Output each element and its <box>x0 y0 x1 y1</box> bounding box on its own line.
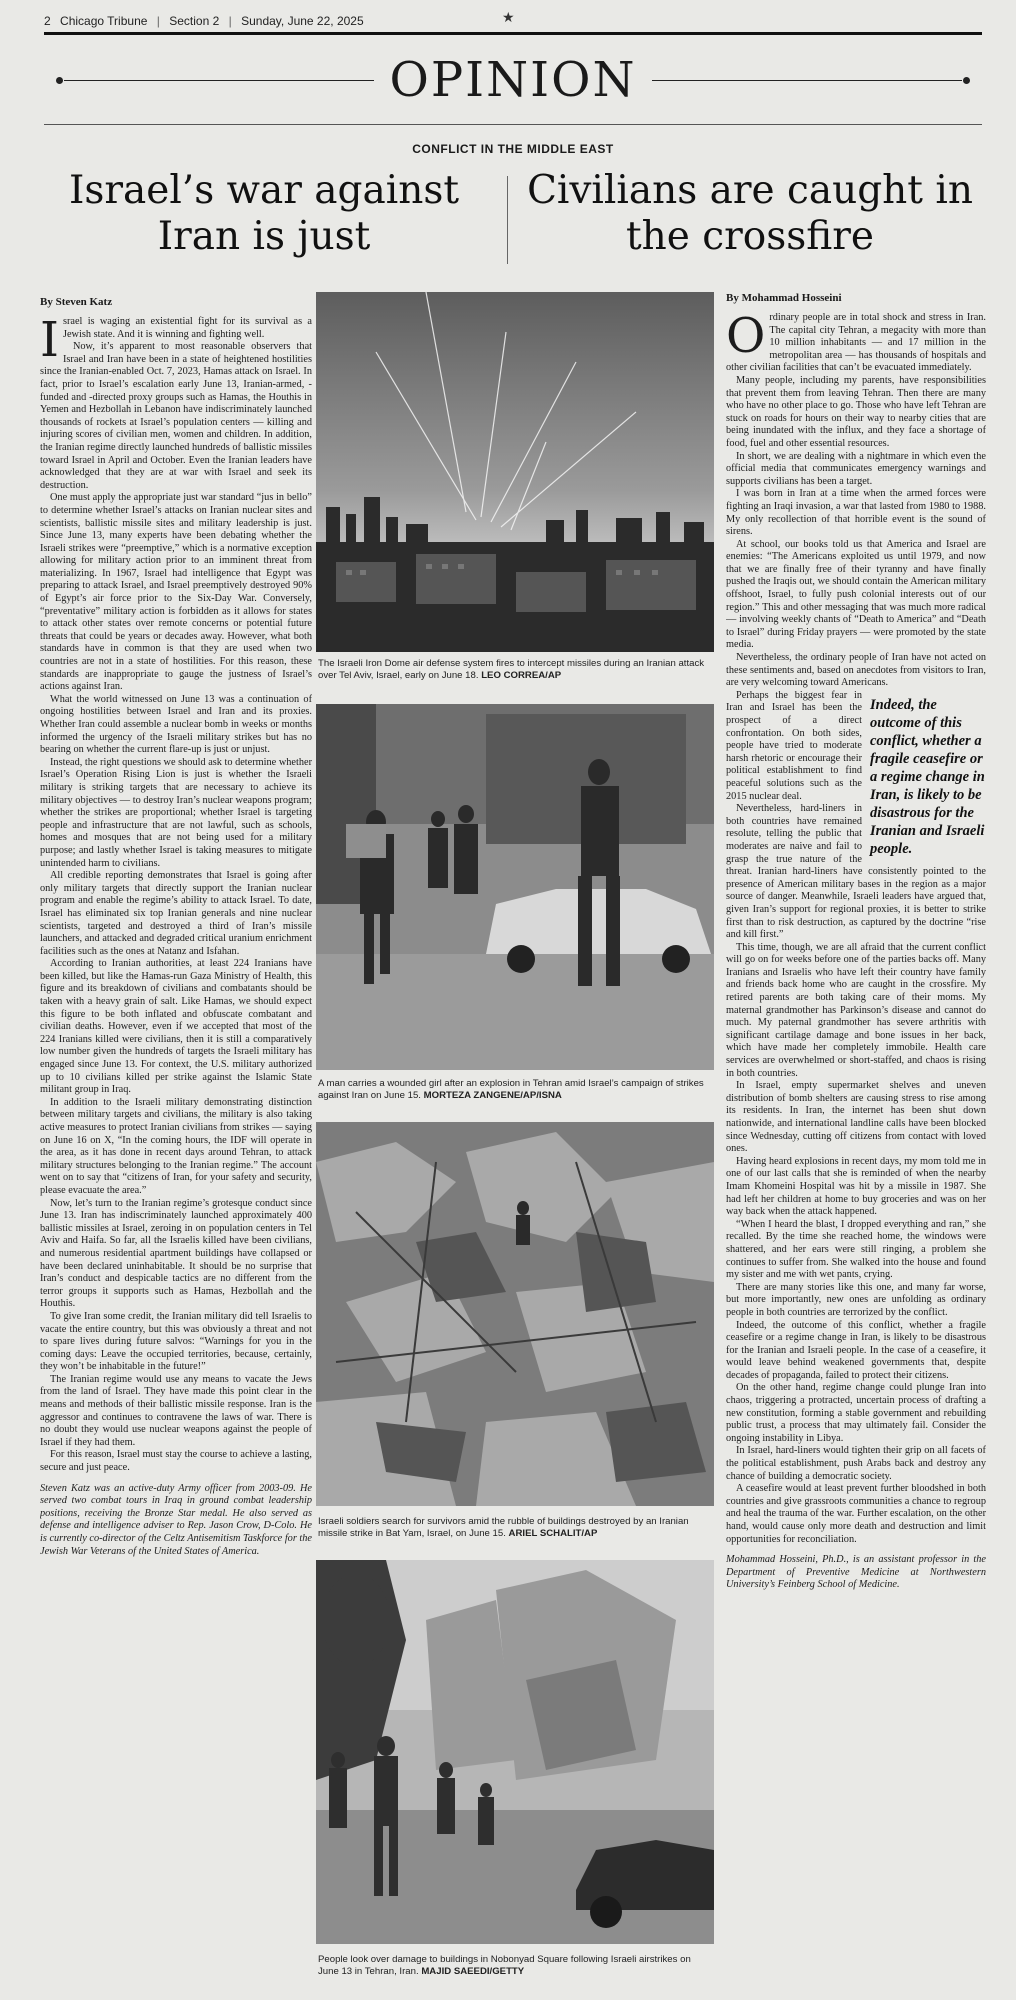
photo-nobonyad-square <box>316 1560 714 1944</box>
rule-dot <box>963 77 970 84</box>
photo-credit: MORTEZA ZANGENE/AP/ISNA <box>423 1090 562 1101</box>
paragraph: Nevertheless, the ordinary people of Iran have not acted on these sentiments and, based on anecdotes from visitors to Iran, are very welcoming toward Americans. <box>726 652 986 689</box>
paragraph: For this reason, Israel must stay the course to achieve a lasting, secure and just peace. <box>40 1449 312 1474</box>
headline-divider <box>507 176 508 264</box>
paragraph: At school, our books told us that America and Israel are enemies: “The Americans exploited us until 1979, and now that we are finally free of their tyranny and have finally pushed the Iraqis out, we should contain the American military offshoot, Israel, to fully push colonial interests out of our region.” This and other messaging that was much more radical — involving weekly chants of “Death to America” and “Death to Israel” during Friday prayers — were promoted by the state media. <box>726 538 986 651</box>
photo-iron-dome <box>316 292 714 652</box>
dropcap: O <box>726 312 766 364</box>
paragraph: Perhaps the biggest fear in Iran and Israel has been the prospect of a direct confrontation. On both sides, people have tried to moderate harsh rhetoric or encourage their political establishment to find peaceful solutions such as the 2015 nuclear deal. <box>726 689 862 802</box>
caption-text: The Israeli Iron Dome air defense system fires to intercept missiles during an Iranian attack over Tel Aviv, Israel, early on June 18. <box>318 658 705 681</box>
section-header <box>44 52 982 112</box>
paragraph: The Iranian regime would use any means to vacate the Jews from the land of Israel. They have made this point clear in the means and methods of their ballistic missile response. Iran is the aggressor and continues to contravene the laws of war. There is no doubt they would use nuclear weapons against the people of Israel if they had them. <box>40 1373 312 1448</box>
photo-caption <box>318 1078 714 1102</box>
paragraph: Now, it’s apparent to most reasonable observers that Israel and Iran have been in a state of heightened hostilities since the Iranian-enabled Oct. 7, 2023, Hamas attack on Israel. In fact, prior to Israel’s escalation early June 13, Iranian-armed, -funded and -directed proxy groups such as Hamas, the Houthis in Yemen and Hezbollah in Lebanon have indiscriminately launched thousands of rockets at Israel’s population centers — killing and injuring scores of civilian men, women and children. In addition, the Iranian regime directly launched hundreds of ballistic missiles toward Israel in April and October. Even the Iranian leaders have acknowledged that they are at war with Israel and seek its destruction. <box>40 341 312 491</box>
paragraph: A ceasefire would at least prevent further bloodshed in both countries and give grassroots communities a chance to regroup and heal the trauma of the war. Further escalation, on the other hand, would cause only more death and destruction and limit opportunities for reconciliation. <box>726 1483 986 1545</box>
paragraph: On the other hand, regime change could plunge Iran into chaos, triggering a protracted, uncertain process of drafting a new constitution, forming a stable government and rebuilding public trust, a process that may ultimately fail. Consider the ongoing instability in Libya. <box>726 1382 986 1444</box>
top-rule <box>44 32 982 35</box>
pull-quote: Indeed, the outcome of this conflict, whether a fragile ceasefire or a regime change in Iran, is likely to be disastrous for the Iranian and Israeli people. <box>870 696 985 857</box>
paragraph: In Israel, hard-liners would tighten their grip on all facets of the political establishment, push Arabs back and destroy any chance of building a democratic society. <box>726 1445 986 1482</box>
paper-name: Chicago Tribune <box>60 14 148 28</box>
paragraph: “When I heard the blast, I dropped everything and ran,” she recalled. By the time she reached home, the windows were shattered, and her ears were still ringing, a problem she continues to suffer from. She walked into the house and found my sister and me with wet pants, crying. <box>726 1218 986 1281</box>
paragraph: Having heard explosions in recent days, my mom told me in one of our last calls that she is reminded of when the nearby Imam Khomeini Hospital was hit by a missile in 1987. She had left her children at home to buy groceries and was on her way back when the attack happened. <box>726 1155 986 1218</box>
section-label: Section 2 <box>169 14 220 28</box>
kicker: CONFLICT IN THE MIDDLE EAST <box>412 142 614 156</box>
star-icon: ★ <box>502 10 515 26</box>
right-byline: By Mohammad Hosseini <box>726 292 842 304</box>
photo-bat-yam-rubble <box>316 1122 714 1506</box>
paragraph: Nevertheless, hard-liners in both countries have remained resolute, telling the public that moderates are naive and fail to grasp the true nature of the threat. Iranian hard-liners have consistently pointed to the presence of American military bases in the region as a major source of danger. Meanwhile, Israeli leaders have argued that, given Iran’s support for regional proxies, it is better to strike first than to risk destruction, as captured by the doctrine “rise and kill first.” <box>726 803 986 941</box>
photo-caption <box>318 1954 714 1978</box>
paragraph: All credible reporting demonstrates that Israel is going after only military targets that directly support the Iranian nuclear program and enable the regime’s ability to attack Israel. To date, Israel has eliminated six top Iranian generals and nine nuclear scientists, targeted and destroyed a third of Iran’s missile launchers, and attacked and degraded critical uranium enrichment facilities such as the ones at Natanz and Isfahan. <box>40 870 312 957</box>
page-number: 2 <box>44 14 51 28</box>
header-rule-right <box>652 80 962 81</box>
left-headline: Israel’s war against Iran is just <box>68 168 460 259</box>
paragraph: What the world witnessed on June 13 was a continuation of ongoing hostilities between Israel and Iran and its proxies. Whether Iran could assemble a nuclear bomb in weeks or months informed the urgency of the Israeli military strikes but has no bearing on whether the current flare-up is just or unjust. <box>40 693 312 756</box>
caption-text: Israeli soldiers search for survivors amid the rubble of buildings destroyed by an Iranian missile strike in Bat Yam, Israel, on June 15. <box>318 1516 689 1539</box>
paragraph: In short, we are dealing with a nightmare in which even the official media that communicates emergency warnings and supports civilians has been a target. <box>726 450 986 487</box>
paragraph: rdinary people are in total shock and stress in Iran. The capital city Tehran, a megacity with more than 10 million inhabitants — and 17 million in the metropolitan area — has thousands of hospitals and other civilian facilities that can’t be evacuated immediately. <box>726 312 986 374</box>
paragraph: To give Iran some credit, the Iranian military did tell Israelis to vacate the entire country, but this was obviously a threat and not to spare lives during future salvos: “Warnings for you in the coming days: Leave the occupied territories, because, certainly, they won’t be inhabitable in the future!” <box>40 1310 312 1373</box>
right-article-body <box>726 312 986 1972</box>
photo-caption <box>318 1516 714 1540</box>
folio-separator: | <box>156 14 160 28</box>
folio-separator: | <box>228 14 232 28</box>
paragraph: In addition to the Israeli military demonstrating distinction between military targets and civilians, the military is also taking active measures to protect Iranian civilians from strikes — saying on June 16 on X, “In the coming hours, the IDF will operate in the area, as it has done in recent days around Tehran, to attack military structures belonging to the Iranian regime.” The account went on to say that “citizens of Iran, for your safety and security, please evacuate the area.” <box>40 1096 312 1196</box>
paragraph: Indeed, the outcome of this conflict, whether a fragile ceasefire or a regime change in Iran, is likely to be disastrous for the Iranian and Israeli people. In the case of a ceasefire, it would leave behind weakened governments that, despite decades of propaganda, failed to protect their citizens. <box>726 1319 986 1381</box>
author-tagline: Steven Katz was an active-duty Army officer from 2003-09. He served two combat tours in Iraq in ground combat leadership positions, receiving the Bronze Star medal. He also served as defense and intelligence adviser to Rep. Jason Crow, D-Colo. He is currently co-director of the Celtz Antisemitism Taskforce for the Jewish War Veterans of the United States of America. <box>40 1482 312 1557</box>
paragraph: Many people, including my parents, have responsibilities that prevent them from leaving Tehran. Then there are many who have no other place to go. Those who have left Tehran are stuck on roads for hours on their way to nearby cities that are being inundated with the influx, and they face a shortage of food, fuel and other essential resources. <box>726 374 986 449</box>
paragraph: Now, let’s turn to the Iranian regime’s grotesque conduct since June 13. Iran has indiscriminately launched approximately 400 ballistic missiles at Israel, zeroing in on population centers in Tel Aviv and Haifa. So far, all the Israelis killed have been civilians, and numerous residential apartment buildings have collapsed or have been declared uninhabitable. It should be no surprise that Iran’s conduct and despicable tactics are no different from the terror groups it supports such as Hamas, Hezbollah and the Houthis. <box>40 1197 312 1310</box>
photo-credit: MAJID SAEEDI/GETTY <box>421 1966 525 1977</box>
photo-caption <box>318 658 714 682</box>
right-headline: Civilians are caught in the crossfire <box>527 168 973 259</box>
paragraph: Instead, the right questions we should ask to determine whether Israel’s Operation Rising Lion is just is whether the Israeli military is striking targets that are necessary to achieve its military objectives — to destroy Iran’s nuclear weapons program; whether the strikes are proportional; whether Israel is targeting people and infrastructure that are not lawful, such as schools, homes and mosques that are not being used for a military purpose; and lastly whether Israel is taking measures to mitigate unintended harm to civilians. <box>40 756 312 869</box>
left-byline: By Steven Katz <box>40 296 113 308</box>
paragraph: There are many stories like this one, and many far worse, but more importantly, new ones are unfolding as ordinary people in both countries are terrorized by the conflict. <box>726 1281 986 1318</box>
sub-rule <box>44 124 982 125</box>
paragraph: In Israel, empty supermarket shelves and uneven distribution of bomb shelters are causing stress to rise among its residents. In Iran, the internet has been shut down nationwide, and international landline calls have been blocked since Wednesday, cutting off citizens from contact with loved ones. <box>726 1080 986 1155</box>
caption-text: A man carries a wounded girl after an explosion in Tehran amid Israel’s campaign of strikes against Iran on June 15. <box>318 1078 704 1101</box>
folio <box>44 14 370 28</box>
paragraph: I was born in Iran at a time when the armed forces were fighting an Iraqi invasion, a war that lasted from 1980 to 1988. My only recollection of that horrible event is the sound of sirens. <box>726 488 986 538</box>
paragraph: One must apply the appropriate just war standard “jus in bello” to determine whether Israel’s attacks on Iranian nuclear sites and scientists, ballistic missile sites and military leadership is just. Since June 13, many experts have been debating whether the Israeli strikes were “preemptive,” which is a normative exception allowing for military action prior to an imminent threat from materializing. In 1967, Israel had intelligence that Egypt was preparing to attack Israel, and Israel preemptively destroyed 90% of Egypt’s air force prior to the Six-Day War. Conversely, “preventative” military action is forbidden as it allows for states to attack other states over remote concerns or potential future threats that could be years or decades away. However, what both standards have in common is that they are used when two countries are not in a state of hostilities. For this reason, these standards are inappropriate to gauge the justness of Israel’s actions against Iran. <box>40 492 312 693</box>
dropcap: I <box>40 316 59 368</box>
paragraph: This time, though, we are all afraid that the current conflict will go on for weeks before one of the parties backs off. Many Iranians and Israelis who have left their country have family and friends back home who are caught in the crossfire. My retired parents are both taking care of their moms. My maternal grandmother has Parkinson’s disease and cannot do much. My paternal grandmother has severe arthritis with significant cartilage damage and bone issues in her back, which have made her completely immobile. Health care services are overwhelmed or short-staffed, and chaos is rising in both countries. <box>726 941 986 1079</box>
caption-text: People look over damage to buildings in Nobonyad Square following Israeli airstrikes on June 13 in Tehran, Iran. <box>318 1954 691 1977</box>
author-tagline: Mohammad Hosseini, Ph.D., is an assistant professor in the Department of Preventive Medicine at Northwestern University’s Feinberg School of Medicine. <box>726 1554 986 1591</box>
left-article-body <box>40 316 312 1971</box>
photo-tehran-street <box>316 704 714 1070</box>
section-title: OPINION <box>389 52 637 108</box>
photo-credit: ARIEL SCHALIT/AP <box>508 1528 598 1539</box>
paragraph: srael is waging an existential fight for its survival as a Jewish state. And it is winning and fighting well. <box>62 316 312 340</box>
issue-date: Sunday, June 22, 2025 <box>241 14 364 28</box>
paragraph: According to Iranian authorities, at least 224 Iranians have been killed, but like the Hamas-run Gaza Ministry of Health, this figure and its breakdown of civilians and combatants should be taken with a heavy grain of salt. Like Hamas, we should expect this figure to be both inflated and obfuscate combatant and civilian deaths. However, even if we accepted that most of the 224 Iranians killed were civilians, then it is still a comparatively low number given the hundreds of targets the Israeli military has engaged since June 13. For context, the U.S. military authorized up to 10 civilians killed per strike against the Islamic State militant group in Iraq. <box>40 958 312 1096</box>
photo-credit: LEO CORREA/AP <box>481 670 562 681</box>
